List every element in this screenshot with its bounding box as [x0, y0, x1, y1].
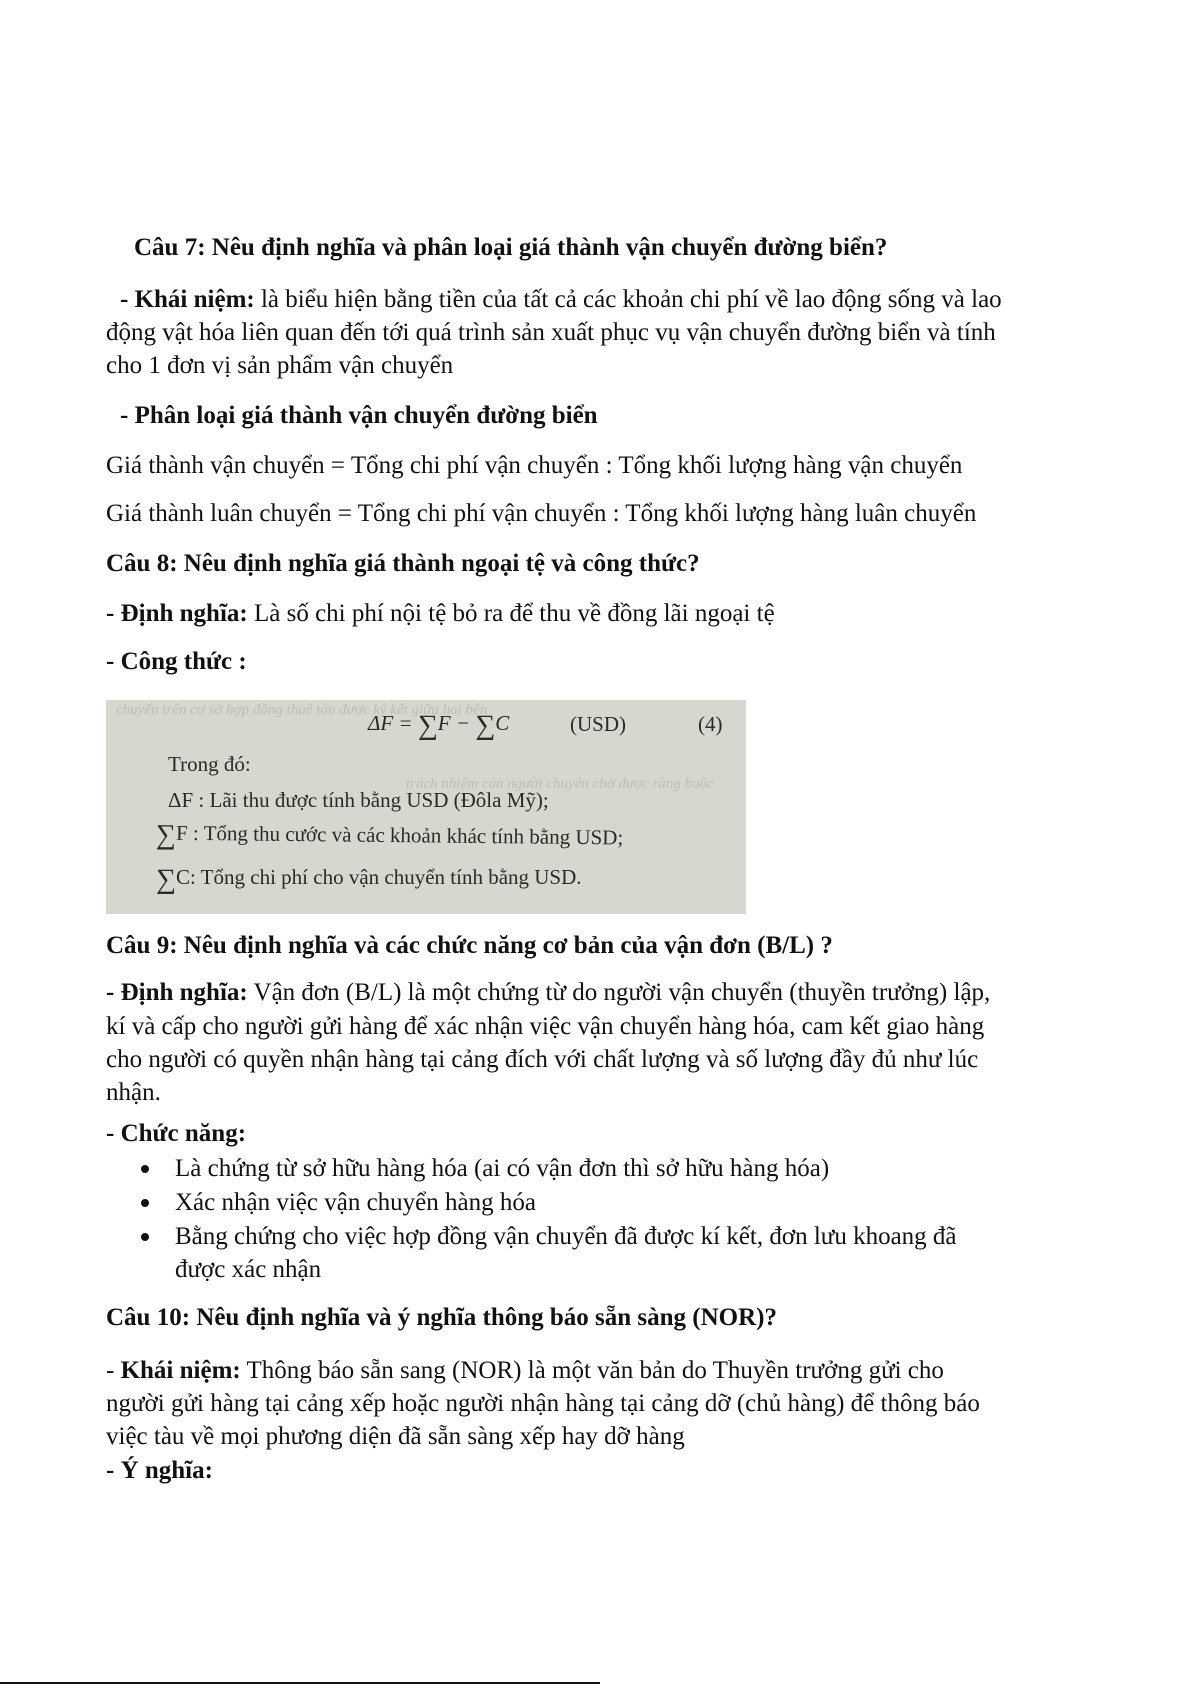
- list-item: Xác nhận việc vận chuyển hàng hóa: [175, 1189, 536, 1216]
- bullet-icon: [141, 1233, 149, 1241]
- question-8-title: Câu 8: Nêu định nghĩa giá thành ngoại tệ và công thức?: [106, 550, 700, 577]
- page-bottom-rule: [0, 1682, 600, 1684]
- q7-concept-label: - Khái niệm:: [120, 286, 255, 313]
- q7-formula-1: Giá thành vận chuyển = Tổng chi phí vận chuyển : Tổng khối lượng hàng vận chuyển: [106, 452, 963, 479]
- q10-concept-label: Khái niệm:: [120, 1357, 241, 1384]
- question-9-title: Câu 9: Nêu định nghĩa và các chức năng cơ bản của vận đơn (B/L) ?: [106, 932, 833, 959]
- formula-equation: ΔF = ∑F − ∑C: [368, 710, 510, 741]
- formula-number: (4): [698, 712, 723, 736]
- q10-concept-text-1: Thông báo sẵn sang (NOR) là một văn bản do Thuyền trưởng gửi cho: [240, 1357, 944, 1384]
- q9-functions-heading: - Chức năng:: [106, 1120, 247, 1147]
- bullet-icon: [141, 1199, 149, 1207]
- q8-def-label: - Định nghĩa:: [106, 600, 248, 627]
- q9-def-line-4: nhận.: [106, 1079, 161, 1106]
- q7-classify-heading: - Phân loại giá thành vận chuyển đường biển: [120, 402, 598, 429]
- q7-formula-2: Giá thành luân chuyển = Tổng chi phí vận chuyển : Tổng khối lượng hàng luân chuyển: [106, 500, 977, 527]
- q9-def-line-2: kí và cấp cho người gửi hàng để xác nhận việc vận chuyển hàng hóa, cam kết giao hàng: [106, 1013, 985, 1040]
- list-item: Bằng chứng cho việc hợp đồng vận chuyển đã được kí kết, đơn lưu khoang đã: [175, 1223, 957, 1250]
- q9-def-text-1: Vận đơn (B/L) là một chứng từ do người vận chuyển (thuyền trưởng) lập,: [247, 979, 991, 1006]
- question-7-title: Câu 7: Nêu định nghĩa và phân loại giá thành vận chuyển đường biển?: [134, 234, 888, 261]
- formula-unit: (USD): [570, 712, 626, 736]
- q9-def-line-1: [106, 977, 990, 1009]
- q7-concept-line-3: cho 1 đơn vị sản phẩm vận chuyển: [106, 352, 454, 379]
- q7-concept-text-1: là biểu hiện bằng tiền của tất cả các khoản chi phí về lao động sống và lao: [254, 286, 1002, 313]
- list-item: Là chứng từ sở hữu hàng hóa (ai có vận đơn thì sở hữu hàng hóa): [175, 1155, 830, 1182]
- formula-def-delta: ΔF : Lãi thu được tính bằng USD (Đôla Mỹ);: [168, 788, 549, 812]
- bleed-through-text: trách nhiệm của người chuyên chở được ràng buộc: [406, 776, 714, 792]
- q8-definition: [106, 598, 775, 630]
- list-item-continuation: được xác nhận: [175, 1256, 322, 1283]
- q9-def-label: - Định nghĩa:: [106, 979, 248, 1006]
- q8-formula-heading: - Công thức :: [106, 648, 247, 675]
- q9-def-line-3: cho người có quyền nhận hàng tại cảng đích với chất lượng và số lượng đầy đủ như lúc: [106, 1046, 979, 1073]
- q7-concept-line-2: động vật hóa liên quan đến tới quá trình sản xuất phục vụ vận chuyển đường biển và tính: [106, 319, 996, 346]
- formula-def-sum-f: ∑F : Tổng thu cước và các khoản khác tính bằng USD;: [155, 819, 624, 851]
- q10-concept-line-3: việc tàu về mọi phương diện đã sẵn sàng xếp hay dỡ hàng: [106, 1423, 685, 1450]
- q7-concept-line-1: [120, 284, 1002, 316]
- question-10-title: Câu 10: Nêu định nghĩa và ý nghĩa thông báo sẵn sàng (NOR)?: [106, 1304, 778, 1331]
- formula-where: Trong đó:: [168, 752, 251, 776]
- formula-def-sum-c: ∑C: Tổng chi phí cho vận chuyển tính bằng USD.: [156, 864, 582, 895]
- formula-photo: [106, 700, 746, 914]
- bullet-icon: [141, 1165, 149, 1173]
- q10-concept-line-1: - Khái niệm: Thông báo sẵn sang (NOR) là một văn bản do Thuyền trưởng gửi cho: [106, 1357, 944, 1384]
- q10-concept-line-2: người gửi hàng tại cảng xếp hoặc người nhận hàng tại cảng dỡ (chủ hàng) để thông báo: [106, 1390, 980, 1417]
- bleed-through-text: chuyển trên cơ sở hợp đồng thuê tàu được ký kết giữa hai bên: [116, 702, 488, 718]
- q10-meaning-heading: - Ý nghĩa:: [106, 1457, 213, 1484]
- q8-def-text: Là số chi phí nội tệ bỏ ra để thu về đồng lãi ngoại tệ: [247, 600, 775, 627]
